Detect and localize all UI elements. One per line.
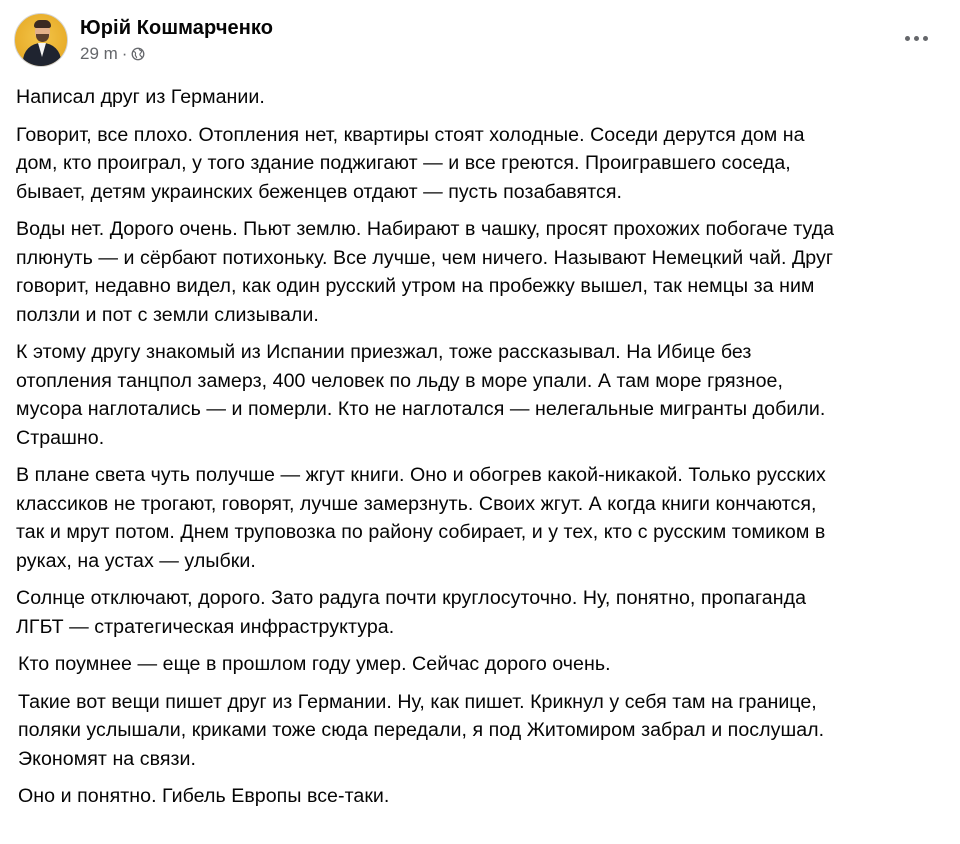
post-subline <box>80 43 273 65</box>
text-line: Воды нет. Дорого очень. Пьют землю. Набирают в чашку, просят прохожих побогаче туда <box>16 218 835 240</box>
text-line: Оно и понятно. Гибель Европы все-таки. <box>18 785 390 807</box>
text-line: Такие вот вещи пишет друг из Германии. Ну, как пишет. Крикнул у себя там на границе, <box>18 690 817 713</box>
post-paragraph <box>16 782 946 811</box>
text-line: плюнуть — и сёрбают потихоньку. Все лучше, чем ничего. Называют Немецкий чай. Друг <box>16 246 834 269</box>
post-content <box>16 83 946 820</box>
text-line: Страшно. <box>16 426 105 449</box>
text-line: Написал друг из Германии. <box>16 86 265 108</box>
text-line: Экономят на связи. <box>18 747 197 770</box>
post-paragraph <box>16 121 946 207</box>
text-line: В плане света чуть получше — жгут книги. Оно и обогрев какой-никакой. Только русских <box>16 464 826 486</box>
avatar-beard <box>36 34 49 42</box>
text-line: Говорит, все плохо. Отопления нет, квартиры стоят холодные. Соседи дерутся дом на <box>16 123 805 146</box>
text-line: Солнце отключают, дорого. Зато радуга почти круглосуточно. Ну, понятно, пропаганда <box>16 587 807 609</box>
text-line: бывает, детям украинских беженцев отдают — пусть позабавятся. <box>16 180 622 203</box>
text-line: мусора наглотались — и померли. Кто не наглотался — нелегальные мигранты добили. <box>16 398 826 420</box>
post-paragraph <box>16 461 946 575</box>
author-name[interactable]: Юрій Кошмарченко <box>80 17 274 39</box>
text-line: ЛГБТ — стратегическая инфраструктура. <box>16 615 395 638</box>
text-line: Кто поумнее — еще в прошлом году умер. Сейчас дорого очень. <box>18 653 611 675</box>
text-line: К этому другу знакомый из Испании приезжал, тоже рассказывал. На Ибице без <box>16 341 752 363</box>
text-line: говорит, недавно видел, как один русский утром на пробежку вышел, так немцы за ним <box>16 275 815 297</box>
avatar[interactable] <box>14 13 68 67</box>
post-header <box>14 10 273 70</box>
post-time[interactable]: 29 m <box>80 44 118 63</box>
post-paragraph <box>16 215 946 329</box>
post-paragraph <box>16 584 946 641</box>
more-dot <box>914 36 919 41</box>
text-line: классиков не трогают, говорят, лучше замерзнуть. Своих жгут. А когда книги кончаются, <box>16 492 817 515</box>
text-line: поляки услышали, криками тоже сюда передали, я под Житомиром забрал и послушал. <box>18 719 825 741</box>
post-paragraph <box>16 83 946 112</box>
post-paragraph <box>16 650 946 679</box>
separator-dot: · <box>121 44 128 63</box>
avatar-hair <box>34 20 51 28</box>
globe-icon[interactable] <box>131 47 145 61</box>
text-line: отопления танцпол замерз, 400 человек по льду в море упали. А там море грязное, <box>16 369 783 392</box>
text-line: так и мрут потом. Днем труповозка по району собирает, и у тех, кто с русским томиком в <box>16 521 826 543</box>
post-meta <box>80 15 273 65</box>
post-paragraph <box>16 688 946 774</box>
more-dot <box>923 36 928 41</box>
text-line: ползли и пот с земли слизывали. <box>16 303 319 326</box>
text-line: руках, на устах — улыбки. <box>16 549 256 572</box>
text-line: дом, кто проиграл, у того здание поджигают — и все греются. Проигравшего соседа, <box>16 152 791 174</box>
more-dot <box>905 36 910 41</box>
post-paragraph <box>16 338 946 452</box>
more-options-icon[interactable] <box>898 26 934 50</box>
